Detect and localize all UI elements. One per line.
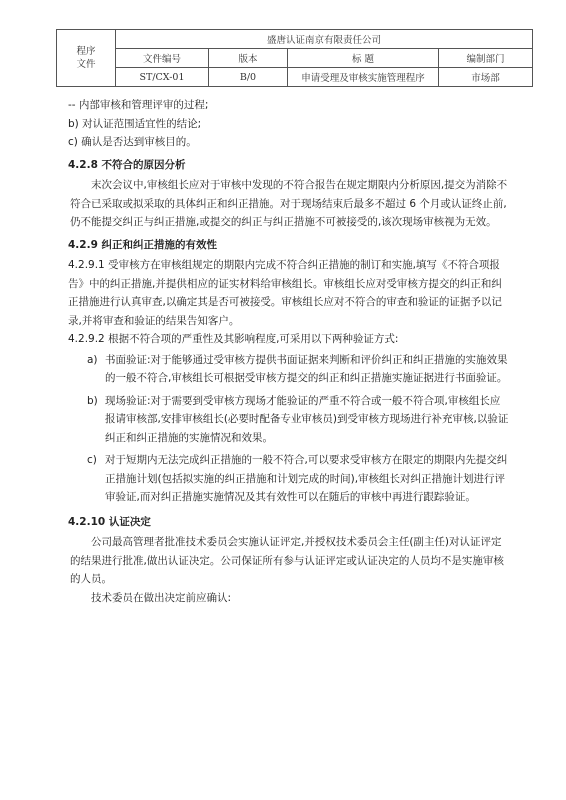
list-item-label: b) [87,394,98,407]
document-header-table [56,29,533,87]
list-item-text: 书面验证:对于能够通过受审核方提供书面证据来判断和评价纠正和纠正措施的实施效果的一般不符合,审核组长可根据受审核方提交的纠正和纠正措施实施证据进行书面验证。 [105,353,508,384]
list-item [70,351,510,388]
header-version: B/0 [209,68,288,87]
section-heading-4-2-10: 4.2.10 认证决定 [68,515,151,528]
list-item [70,451,510,507]
list-item: c) 确认是否达到审核目的。 [68,136,197,148]
list-item [70,392,510,448]
header-col-version: 版本 [209,49,288,68]
header-doc-type: 程序 文件 [57,30,116,87]
header-title: 申请受理及审核实施管理程序 [288,68,439,87]
list-item-label: c) [87,454,97,466]
list-item: -- 内部审核和管理评审的过程; [68,99,209,111]
header-col-title: 标 题 [288,49,439,68]
header-doc-no: ST/CX-01 [116,68,209,87]
document-body [70,96,510,607]
section-heading-4-2-9: 4.2.9 纠正和纠正措施的有效性 [68,238,218,251]
header-col-dept: 编制部门 [439,49,533,68]
paragraph: 4.2.9.2 根据不符合项的严重性及其影响程度,可采用以下两种验证方式: [68,333,399,345]
list-item-label: a) [87,353,98,366]
section-heading-4-2-8: 4.2.8 不符合的原因分析 [68,158,186,171]
paragraph: 末次会议中,审核组长应对于审核中发现的不符合报告在规定期限内分析原因,提交为消除不符合已采取或拟采取的具体纠正和纠正措施。对于现场结束后最多不超过 6 个月或认证终止前,仍不能提交纠正与纠正措施,或提交的纠正与纠正措施不可被接受的,该次现场审核视为无效。 [70,179,508,228]
header-col-doc-no: 文件编号 [116,49,209,68]
list-item-text: 对于短期内无法完成纠正措施的一般不符合,可以要求受审核方在限定的期限内先提交纠正措施计划(包括拟实施的纠正措施和计划完成的时间),审核组长对纠正措施计划进行评审验证,而对纠正措施实施情况及其有效性可以在随后的审核中再进行跟踪验证。 [105,454,508,503]
header-company: 盛唐认证南京有限责任公司 [116,30,533,49]
list-item-text: 现场验证:对于需要到受审核方现场才能验证的严重不符合或一般不符合项,审核组长应报请审核部,安排审核组长(必要时配备专业审核员)到受审核方现场进行补充审核,以验证纠正和纠正措施的实施情况和效果。 [105,394,509,444]
paragraph: 4.2.9.1 受审核方在审核组规定的期限内完成不符合纠正措施的制订和实施,填写《不符合项报告》中的纠正措施,并提供相应的证实材料给审核组长。审核组长应对受审核方提交的纠正和纠正措施进行认真审查,以确定其是否可被接受。审核组长应对不符合的审查和验证的证据予以记录,并将审查和验证的结果告知客户。 [68,259,502,327]
paragraph: 公司最高管理者批准技术委员会实施认证评定,并授权技术委员会主任(副主任)对认证评定的结果进行批准,做出认证决定。公司保证所有参与认证评定或认证决定的人员均不是实施审核的人员。 [70,536,504,585]
header-dept: 市场部 [439,68,533,87]
paragraph: 技术委员在做出决定前应确认: [91,591,232,604]
list-item: b) 对认证范围适宜性的结论; [68,117,202,130]
